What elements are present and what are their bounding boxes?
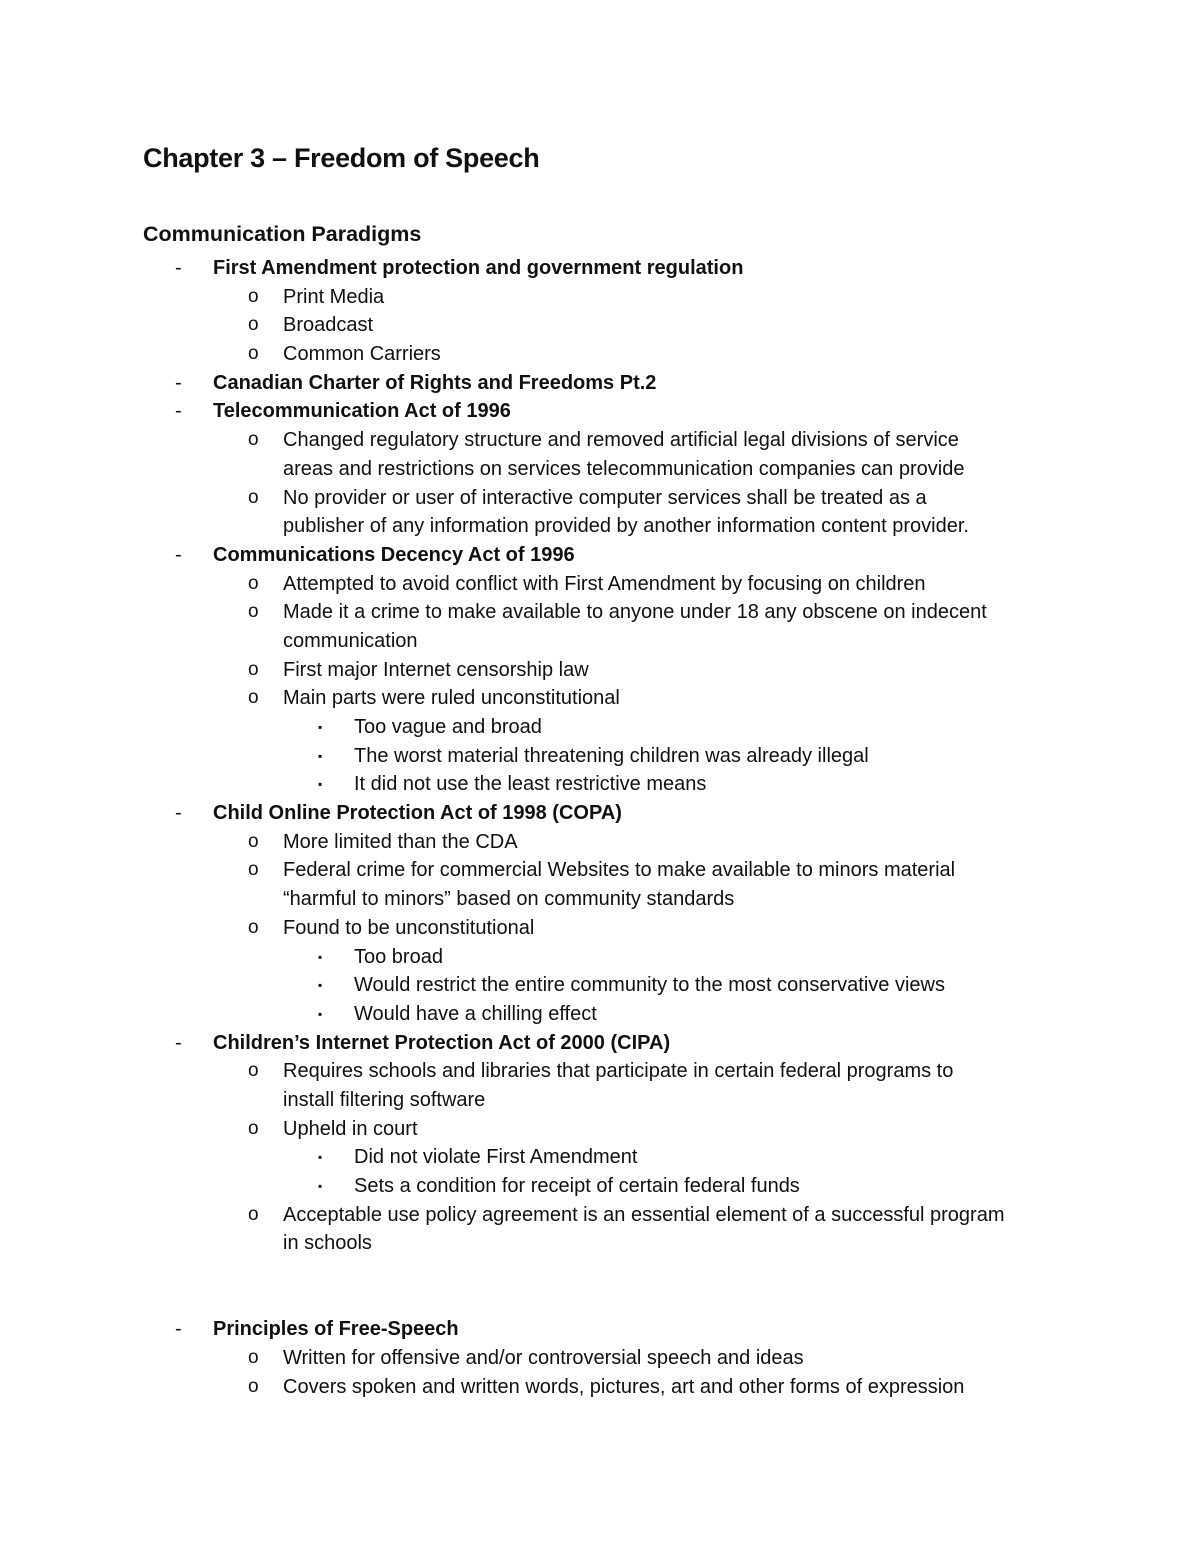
circle-bullet: o (248, 658, 259, 680)
outline-item-level-1 (0, 397, 1200, 426)
outline-item-text: Requires schools and libraries that participate in certain federal programs to (283, 1060, 954, 1083)
dash-bullet: - (175, 400, 182, 423)
outline-item-level-2 (0, 656, 1200, 685)
outline-item-text: No provider or user of interactive computer services shall be treated as a (283, 486, 927, 509)
page-title: Chapter 3 – Freedom of Speech (143, 143, 540, 173)
outline-item-level-1 (0, 541, 1200, 570)
outline-item-level-2 (0, 856, 1200, 885)
circle-bullet: o (248, 1203, 259, 1225)
square-bullet-icon: ▪ (318, 1006, 323, 1021)
outline-item-level-1 (0, 1029, 1200, 1058)
outline-item-text: Print Media (283, 285, 385, 308)
outline-item-text: Principles of Free-Speech (213, 1318, 459, 1341)
dash-bullet: - (175, 371, 182, 394)
circle-bullet: o (248, 1375, 259, 1397)
outline-item-continuation (0, 512, 1200, 541)
circle-bullet: o (248, 687, 259, 709)
outline-item-level-2 (0, 828, 1200, 857)
square-bullet-icon: ▪ (318, 720, 323, 734)
circle-bullet: o (248, 1060, 259, 1082)
outline-item-text: Communications Decency Act of 1996 (213, 543, 575, 566)
outline-item-text: install filtering software (283, 1088, 486, 1111)
outline-item-continuation (0, 1229, 1200, 1258)
outline-item-level-2 (0, 684, 1200, 713)
outline-item-level-2 (0, 570, 1200, 599)
outline-item-level-1 (0, 254, 1200, 283)
outline-item-text: Would restrict the entire community to the most conservative views (354, 974, 945, 997)
outline-item-level-1 (0, 799, 1200, 828)
outline-item-text: Too vague and broad (354, 716, 542, 738)
dash-bullet: - (175, 543, 182, 566)
circle-bullet: o (248, 343, 259, 365)
square-bullet-icon: ▪ (318, 949, 323, 964)
outline-item-level-3 (0, 1143, 1200, 1172)
outline-item-text: Found to be unconstitutional (283, 916, 535, 939)
outline-item-text: in schools (283, 1232, 372, 1255)
outline-item-text: Covers spoken and written words, pictures, art and other forms of expression (283, 1375, 965, 1398)
outline-item-level-2 (0, 914, 1200, 943)
outline-item-continuation (0, 627, 1200, 656)
outline-item-level-3 (0, 943, 1200, 972)
outline-item-text: The worst material threatening children was already illegal (354, 744, 869, 767)
outline-item-text: Main parts were ruled unconstitutional (283, 687, 620, 710)
dash-bullet: - (175, 802, 182, 825)
outline-item-text: Attempted to avoid conflict with First Amendment by focusing on children (283, 572, 926, 595)
outline-item-continuation (0, 1086, 1200, 1115)
outline-item-text: Did not violate First Amendment (354, 1146, 638, 1169)
outline-item-level-3 (0, 971, 1200, 1000)
outline-list (0, 254, 1200, 1402)
outline-item-text: First Amendment protection and government regulation (213, 257, 744, 279)
outline-item-level-2 (0, 1115, 1200, 1144)
outline-item-level-2 (0, 311, 1200, 340)
circle-bullet: o (248, 285, 259, 307)
outline-item-level-2 (0, 598, 1200, 627)
circle-bullet: o (248, 859, 259, 881)
outline-item-text: More limited than the CDA (283, 830, 518, 853)
outline-item-continuation (0, 885, 1200, 914)
outline-item-level-3 (0, 742, 1200, 771)
circle-bullet: o (248, 601, 259, 623)
outline-item-text: Would have a chilling effect (354, 1002, 597, 1025)
outline-item-text: publisher of any information provided by another information content provider. (283, 515, 969, 538)
outline-item-text: Federal crime for commercial Websites to make available to minors material (283, 859, 956, 882)
outline-item-text: Common Carriers (283, 343, 441, 366)
outline-item-text: Upheld in court (283, 1117, 418, 1140)
square-bullet-icon: ▪ (318, 777, 323, 792)
circle-bullet: o (248, 1117, 259, 1139)
circle-bullet: o (248, 1347, 259, 1369)
section-heading: Communication Paradigms (143, 222, 422, 246)
circle-bullet: o (248, 429, 259, 451)
square-bullet-icon: ▪ (318, 978, 323, 993)
outline-item-level-2 (0, 1344, 1200, 1373)
dash-bullet: - (175, 1031, 182, 1054)
outline-item-text: Child Online Protection Act of 1998 (COPA) (213, 802, 622, 825)
outline-item-level-1 (0, 369, 1200, 398)
outline-item-level-2 (0, 484, 1200, 513)
outline-item-level-3 (0, 770, 1200, 799)
square-bullet-icon: ▪ (318, 1179, 323, 1193)
outline-item-text: communication (283, 629, 418, 652)
outline-item-text: Children’s Internet Protection Act of 2000 (CIPA) (213, 1031, 671, 1054)
outline-item-level-3 (0, 713, 1200, 742)
outline-item-continuation (0, 455, 1200, 484)
dash-bullet: - (175, 1318, 182, 1341)
outline-item-level-2 (0, 1201, 1200, 1230)
circle-bullet: o (248, 830, 259, 852)
circle-bullet: o (248, 314, 259, 336)
circle-bullet: o (248, 486, 259, 508)
outline-item-level-3 (0, 1000, 1200, 1029)
outline-item-text: Written for offensive and/or controversial speech and ideas (283, 1347, 804, 1370)
outline-item-level-3 (0, 1172, 1200, 1201)
outline-item-text: Made it a crime to make available to anyone under 18 any obscene on indecent (283, 601, 987, 624)
square-bullet-icon: ▪ (318, 1150, 323, 1165)
outline-item-level-1 (0, 1315, 1200, 1344)
outline-item-level-2 (0, 283, 1200, 312)
circle-bullet: o (248, 916, 259, 938)
outline-item-level-2 (0, 1057, 1200, 1086)
blank-spacer (0, 1258, 1200, 1315)
outline-item-text: Telecommunication Act of 1996 (213, 400, 511, 423)
outline-item-level-2 (0, 340, 1200, 369)
outline-item-text: “harmful to minors” based on community standards (283, 888, 735, 911)
outline-item-text: First major Internet censorship law (283, 658, 589, 681)
outline-item-text: areas and restrictions on services telecommunication companies can provide (283, 457, 965, 480)
dash-bullet: - (175, 257, 182, 279)
outline-item-level-2 (0, 426, 1200, 455)
outline-item-text: It did not use the least restrictive means (354, 773, 707, 796)
outline-item-text: Too broad (354, 945, 443, 968)
outline-item-level-2 (0, 1373, 1200, 1402)
outline-item-text: Changed regulatory structure and removed artificial legal divisions of service (283, 429, 959, 452)
outline-item-text: Broadcast (283, 314, 374, 337)
circle-bullet: o (248, 572, 259, 594)
outline-item-text: Canadian Charter of Rights and Freedoms Pt.2 (213, 371, 657, 394)
square-bullet-icon: ▪ (318, 748, 323, 763)
outline-item-text: Sets a condition for receipt of certain federal funds (354, 1175, 800, 1197)
outline-item-text: Acceptable use policy agreement is an essential element of a successful program (283, 1203, 1005, 1226)
